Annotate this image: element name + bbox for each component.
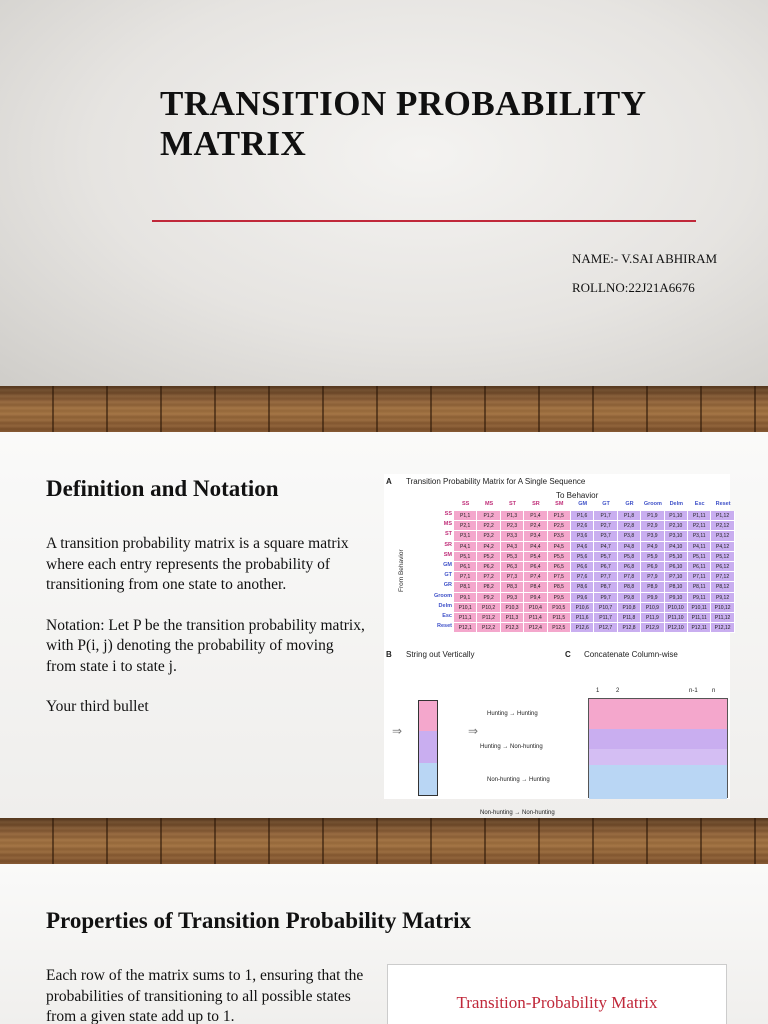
matrix-cell: P8,12 (711, 582, 734, 592)
matrix-cell: P9,2 (477, 593, 500, 603)
notation-paragraph: Notation: Let P be the transition probability matrix, with P(i, j) denoting the probability of moving from state i to state j. (46, 616, 365, 675)
matrix-cell: P10,5 (548, 603, 571, 613)
pair-label: Non-hunting → Non-hunting (480, 810, 555, 816)
matrix-cell: P3,6 (571, 531, 594, 541)
matrix-cell: P12,3 (501, 623, 524, 633)
matrix-cell: P7,8 (618, 572, 641, 582)
transition-matrix-figure (384, 474, 731, 816)
matrix-cell: P9,10 (665, 593, 688, 603)
matrix-column-header: ST (508, 501, 516, 507)
matrix-row-header: Reset (437, 623, 452, 630)
definition-body (46, 534, 366, 738)
matrix-cell: P3,2 (477, 531, 500, 541)
matrix-cell: P7,7 (594, 572, 617, 582)
matrix-cell: P5,7 (594, 552, 617, 562)
third-bullet: Your third bullet (46, 698, 149, 715)
matrix-cell: P3,10 (665, 531, 688, 541)
matrix-cell: P5,8 (618, 552, 641, 562)
matrix-cell: P9,8 (618, 593, 641, 603)
matrix-cell: P3,9 (641, 531, 664, 541)
matrix-cell: P9,3 (501, 593, 524, 603)
matrix-cell: P5,10 (665, 552, 688, 562)
matrix-cell: P6,10 (665, 562, 688, 572)
column-index: 2 (616, 688, 620, 694)
matrix-cell: P6,5 (548, 562, 571, 572)
matrix-column-header: SS (462, 501, 470, 507)
wood-floor-divider (0, 386, 768, 432)
matrix-cell: P3,12 (711, 531, 734, 541)
matrix-row-header: GR (443, 582, 452, 589)
matrix-row-header: SM (443, 551, 452, 558)
matrix-cell: P6,4 (524, 562, 547, 572)
matrix-cell: P6,11 (688, 562, 711, 572)
matrix-cell: P8,5 (548, 582, 571, 592)
matrix-cell: P4,8 (618, 542, 641, 552)
matrix-cell: P8,6 (571, 582, 594, 592)
matrix-cell: P1,10 (665, 511, 688, 521)
matrix-cell: P4,6 (571, 542, 594, 552)
matrix-cell: P1,6 (571, 511, 594, 521)
matrix-cell: P12,10 (665, 623, 688, 633)
matrix-cell: P5,3 (501, 552, 524, 562)
properties-figure-title: Transition-Probability Matrix (456, 993, 658, 1012)
matrix-cell: P12,9 (641, 623, 664, 633)
matrix-cell: P4,10 (665, 542, 688, 552)
matrix-cell: P10,10 (665, 603, 688, 613)
properties-figure (387, 964, 727, 1024)
title-slide (0, 0, 768, 386)
matrix-cell: P10,7 (594, 603, 617, 613)
matrix-cell: P9,6 (571, 593, 594, 603)
matrix-cell: P7,4 (524, 572, 547, 582)
title-divider (152, 220, 696, 222)
matrix-cell: P11,8 (618, 613, 641, 623)
to-behavior-label: To Behavior (556, 491, 599, 500)
matrix-cell: P10,6 (571, 603, 594, 613)
matrix-column-header: SM (555, 501, 564, 507)
matrix-row-header: ST (444, 531, 452, 538)
matrix-cell: P3,5 (548, 531, 571, 541)
matrix-cell: P11,1 (454, 613, 477, 623)
matrix-cell: P10,8 (618, 603, 641, 613)
pair-label: Non-hunting → Hunting (487, 777, 550, 783)
matrix-cell: P4,12 (711, 542, 734, 552)
matrix-cell: P6,6 (571, 562, 594, 572)
matrix-cell: P2,10 (665, 521, 688, 531)
matrix-cell: P11,5 (548, 613, 571, 623)
matrix-cell: P6,1 (454, 562, 477, 572)
matrix-cell: P12,1 (454, 623, 477, 633)
matrix-cell: P10,3 (501, 603, 524, 613)
matrix-cell: P6,2 (477, 562, 500, 572)
matrix-cell: P1,4 (524, 511, 547, 521)
matrix-cell: P10,4 (524, 603, 547, 613)
matrix-cell: P2,5 (548, 521, 571, 531)
matrix-cell: P9,9 (641, 593, 664, 603)
matrix-cell: P8,2 (477, 582, 500, 592)
matrix-column-header: SR (532, 501, 540, 507)
matrix-cell: P8,3 (501, 582, 524, 592)
matrix-cell: P6,8 (618, 562, 641, 572)
matrix-cell: P7,12 (711, 572, 734, 582)
arrow-icon: ⇒ (468, 724, 479, 738)
matrix-cell: P11,7 (594, 613, 617, 623)
matrix-cell: P12,7 (594, 623, 617, 633)
matrix-cell: P11,12 (711, 613, 734, 623)
properties-body: Each row of the matrix sums to 1, ensuring that the probabilities of transitioning to all possible states from a given state add up to 1. (46, 967, 364, 1024)
matrix-cell: P1,8 (618, 511, 641, 521)
matrix-cell: P3,11 (688, 531, 711, 541)
matrix-cell: P9,7 (594, 593, 617, 603)
column-index: n (712, 688, 716, 694)
figure-title-b: String out Vertically (406, 650, 475, 659)
matrix-cell: P8,1 (454, 582, 477, 592)
matrix-cell: P5,4 (524, 552, 547, 562)
matrix-cell: P1,12 (711, 511, 734, 521)
matrix-row-header: SS (444, 511, 452, 517)
matrix-row-header: SR (444, 541, 452, 548)
matrix-row-header: Groom (433, 592, 452, 599)
matrix-column-header: GM (578, 501, 588, 507)
matrix-cell: P1,3 (501, 511, 524, 521)
matrix-cell: P10,11 (688, 603, 711, 613)
matrix-cell: P12,8 (618, 623, 641, 633)
figure-label-c: C (565, 650, 571, 659)
matrix-cell: P12,5 (548, 623, 571, 633)
matrix-row-header: MS (443, 521, 452, 528)
from-behavior-label: From Behavior (398, 549, 405, 592)
matrix-cell: P5,11 (688, 552, 711, 562)
matrix-cell: P2,6 (571, 521, 594, 531)
matrix-cell: P11,11 (688, 613, 711, 623)
matrix-cell: P8,4 (524, 582, 547, 592)
matrix-cell: P3,3 (501, 531, 524, 541)
matrix-cell: P2,3 (501, 521, 524, 531)
column-index: 1 (596, 688, 600, 694)
matrix-cell: P11,10 (665, 613, 688, 623)
matrix-cell: P11,9 (641, 613, 664, 623)
matrix-cell: P2,1 (454, 521, 477, 531)
properties-heading: Properties of Transition Probability Matrix (46, 908, 472, 933)
matrix-cell: P9,12 (711, 593, 734, 603)
matrix-cell: P5,12 (711, 552, 734, 562)
matrix-cell: P3,7 (594, 531, 617, 541)
matrix-cell: P11,4 (524, 613, 547, 623)
matrix-cell: P5,5 (548, 552, 571, 562)
matrix-cell: P1,9 (641, 511, 664, 521)
matrix-row-header: Delm (438, 602, 452, 609)
matrix-cell: P5,2 (477, 552, 500, 562)
pair-label: Hunting → Non-hunting (480, 744, 543, 750)
definition-heading: Definition and Notation (46, 476, 279, 501)
matrix-cell: P12,2 (477, 623, 500, 633)
matrix-cell: P10,2 (477, 603, 500, 613)
slide-title: TRANSITION PROBABILITY MATRIX (160, 84, 646, 163)
matrix-cell: P12,4 (524, 623, 547, 633)
matrix-cell: P2,9 (641, 521, 664, 531)
matrix-row-header: Esc (442, 613, 452, 619)
matrix-cell: P9,5 (548, 593, 571, 603)
matrix-cell: P7,9 (641, 572, 664, 582)
matrix-cell: P6,12 (711, 562, 734, 572)
matrix-cell: P11,6 (571, 613, 594, 623)
matrix-column-header: GR (625, 501, 634, 507)
matrix-cell: P5,1 (454, 552, 477, 562)
author-name: NAME:- V.SAI ABHIRAM (572, 251, 718, 266)
pair-label: Hunting → Hunting (487, 711, 538, 717)
column-index: n-1 (689, 688, 698, 694)
matrix-cell: P7,2 (477, 572, 500, 582)
matrix-cell: P4,2 (477, 542, 500, 552)
matrix-cell: P4,4 (524, 542, 547, 552)
arrow-icon: ⇒ (392, 724, 403, 738)
matrix-cell: P6,9 (641, 562, 664, 572)
matrix-cell: P6,7 (594, 562, 617, 572)
matrix-cell: P4,3 (501, 542, 524, 552)
matrix-row-header: GM (443, 562, 452, 568)
matrix-cell: P12,11 (688, 623, 711, 633)
matrix-cell: P8,11 (688, 582, 711, 592)
matrix-cell: P1,7 (594, 511, 617, 521)
matrix-column-header: Reset (715, 501, 731, 507)
properties-slide (0, 864, 768, 1024)
matrix-cell: P4,9 (641, 542, 664, 552)
matrix-cell: P8,8 (618, 582, 641, 592)
matrix-cell: P10,9 (641, 603, 664, 613)
matrix-cell: P1,2 (477, 511, 500, 521)
matrix-cell: P8,10 (665, 582, 688, 592)
matrix-cell: P10,12 (711, 603, 734, 613)
matrix-cell: P3,1 (454, 531, 477, 541)
matrix-cell: P8,7 (594, 582, 617, 592)
matrix-cell: P12,6 (571, 623, 594, 633)
matrix-cell: P7,3 (501, 572, 524, 582)
matrix-cell: P5,6 (571, 552, 594, 562)
matrix-cell: P2,12 (711, 521, 734, 531)
matrix-cell: P1,1 (454, 511, 477, 521)
matrix-cell: P4,1 (454, 542, 477, 552)
matrix-column-header: GT (602, 501, 610, 507)
matrix-cell: P7,10 (665, 572, 688, 582)
definition-paragraph: A transition probability matrix is a square matrix where each entry represents the probability of transitioning from one state to another. (46, 535, 349, 593)
concatenated-matrix (588, 698, 728, 798)
matrix-cell: P4,11 (688, 542, 711, 552)
matrix-row-header: GT (444, 572, 452, 579)
matrix-cell: P2,4 (524, 521, 547, 531)
matrix-cell: P3,8 (618, 531, 641, 541)
matrix-cell: P1,5 (548, 511, 571, 521)
matrix-column-header: MS (484, 501, 494, 507)
matrix-cell: P11,2 (477, 613, 500, 623)
matrix-cell: P2,2 (477, 521, 500, 531)
matrix-cell: P12,12 (711, 623, 734, 633)
definition-slide (0, 432, 768, 818)
matrix-cell: P5,9 (641, 552, 664, 562)
matrix-cell: P7,5 (548, 572, 571, 582)
figure-label-a: A (386, 477, 392, 486)
matrix-cell: P2,7 (594, 521, 617, 531)
roll-number: ROLLNO:22J21A6676 (572, 280, 695, 295)
vertical-column (418, 700, 438, 796)
matrix-cell: P9,4 (524, 593, 547, 603)
matrix-cell: P2,8 (618, 521, 641, 531)
matrix-cell: P1,11 (688, 511, 711, 521)
matrix-cell: P2,11 (688, 521, 711, 531)
matrix-cell: P8,9 (641, 582, 664, 592)
matrix-cell: P4,5 (548, 542, 571, 552)
wood-floor-divider (0, 818, 768, 864)
matrix-cell: P7,6 (571, 572, 594, 582)
matrix-cell: P7,11 (688, 572, 711, 582)
matrix-column-header: Groom (643, 501, 662, 507)
figure-title-a: Transition Probability Matrix for A Single Sequence (406, 477, 586, 486)
matrix-cell: P6,3 (501, 562, 524, 572)
matrix-cell: P9,11 (688, 593, 711, 603)
matrix-cell: P3,4 (524, 531, 547, 541)
matrix-cell: P9,1 (454, 593, 477, 603)
matrix-column-header: Delm (669, 501, 684, 507)
figure-title-c: Concatenate Column-wise (584, 650, 678, 659)
matrix-cell: P11,3 (501, 613, 524, 623)
figure-label-b: B (386, 650, 392, 659)
matrix-cell: P4,7 (594, 542, 617, 552)
matrix-cell: P10,1 (454, 603, 477, 613)
matrix-column-header: Esc (694, 501, 705, 507)
matrix-cell: P7,1 (454, 572, 477, 582)
